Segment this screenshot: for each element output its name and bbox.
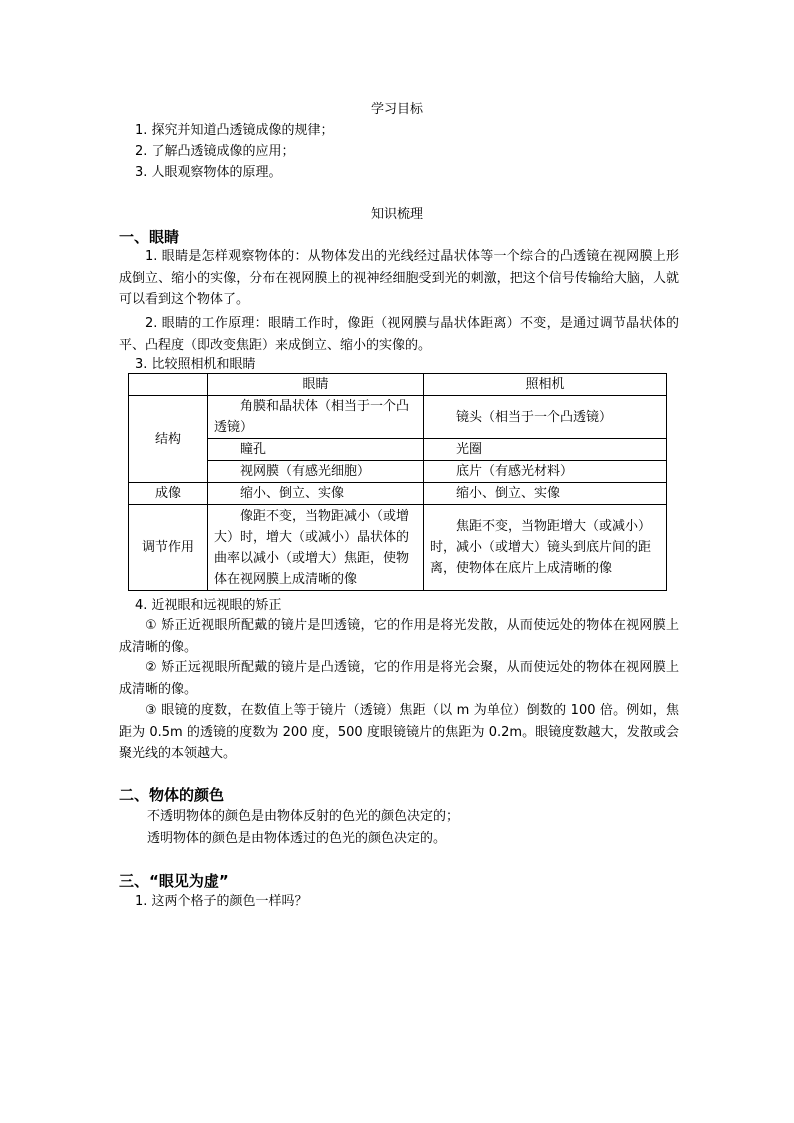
col-header-camera: 照相机: [424, 374, 667, 396]
color-line-1: 不透明物体的颜色是由物体反射的色光的颜色决定的；: [147, 809, 460, 824]
cell-structure-eye-1: 角膜和晶状体（相当于一个凸透镜）: [208, 396, 424, 439]
cell-structure-camera-3: 底片（有感光材料）: [424, 461, 667, 483]
correction-hyperopia: ② 矫正远视眼所配戴的镜片是凸透镜，它的作用是将光会聚，从而使远处的物体在视网膜上成清晰的像。: [119, 660, 679, 697]
col-header-eye: 眼睛: [208, 374, 424, 396]
section-3-heading: 三、“眼见为虚”: [119, 872, 229, 890]
correction-heading: 4. 近视眼和远视眼的矫正: [135, 598, 282, 613]
cell-image-camera: 缩小、倒立、实像: [424, 483, 667, 505]
cell-adjust-eye: 像距不变，当物距减小（或增大）时，增大（或减小）晶状体的曲率以减小（或增大）焦距，使物体在视网膜上成清晰的像: [208, 505, 424, 591]
section-subtitle: 知识梳理: [370, 207, 423, 222]
goal-3: 3. 人眼观察物体的原理。: [135, 165, 282, 180]
row-header-image: 成像: [129, 483, 208, 505]
section-1-heading: 一、眼睛: [119, 228, 180, 246]
cell-structure-camera-1: 镜头（相当于一个凸透镜）: [424, 396, 667, 439]
eye-paragraph-3: 3. 比较照相机和眼睛: [135, 357, 256, 372]
goal-1: 1. 探究并知道凸透镜成像的规律；: [135, 123, 334, 138]
question-1: 1. 这两个格子的颜色一样吗？: [135, 894, 308, 909]
cell-structure-eye-3: 视网膜（有感光细胞）: [208, 461, 424, 483]
cell-adjust-camera: 焦距不变，当物距增大（或减小）时，减小（或增大）镜头到底片间的距离，使物体在底片上成清晰的像: [424, 505, 667, 591]
eye-paragraph-1: 1. 眼睛是怎样观察物体的：从物体发出的光线经过晶状体等一个综合的凸透镜在视网膜上形成倒立、缩小的实像，分布在视网膜上的视神经细胞受到光的刺激，把这个信号传输给大脑，人就可以看到这个物体了。: [119, 249, 679, 307]
cell-structure-camera-2: 光圈: [424, 439, 667, 461]
page-title: 学习目标: [370, 102, 423, 117]
section-2-heading: 二、物体的颜色: [119, 786, 225, 804]
lens-degree-paragraph: ③ 眼镜的度数，在数值上等于镜片（透镜）焦距（以 m 为单位）倒数的 100 倍。例如，焦距为 0.5m 的透镜的度数为 200 度，500 度眼镜镜片的焦距为 0.2m。眼镜度数越大，发散或会聚光线的本领越大。: [119, 703, 679, 761]
comparison-table: [128, 373, 667, 591]
goal-2: 2. 了解凸透镜成像的应用；: [135, 144, 295, 159]
table-corner: [129, 374, 208, 396]
row-header-structure: 结构: [129, 396, 208, 483]
cell-image-eye: 缩小、倒立、实像: [208, 483, 424, 505]
row-header-adjust: 调节作用: [129, 505, 208, 591]
correction-myopia: ① 矫正近视眼所配戴的镜片是凹透镜，它的作用是将光发散，从而使远处的物体在视网膜上成清晰的像。: [119, 618, 679, 655]
eye-paragraph-2: 2. 眼睛的工作原理：眼睛工作时，像距（视网膜与晶状体距离）不变，是通过调节晶状体的平、凸程度（即改变焦距）来成倒立、缩小的实像的。: [119, 316, 679, 353]
color-line-2: 透明物体的颜色是由物体透过的色光的颜色决定的。: [147, 831, 447, 846]
cell-structure-eye-2: 瞳孔: [208, 439, 424, 461]
